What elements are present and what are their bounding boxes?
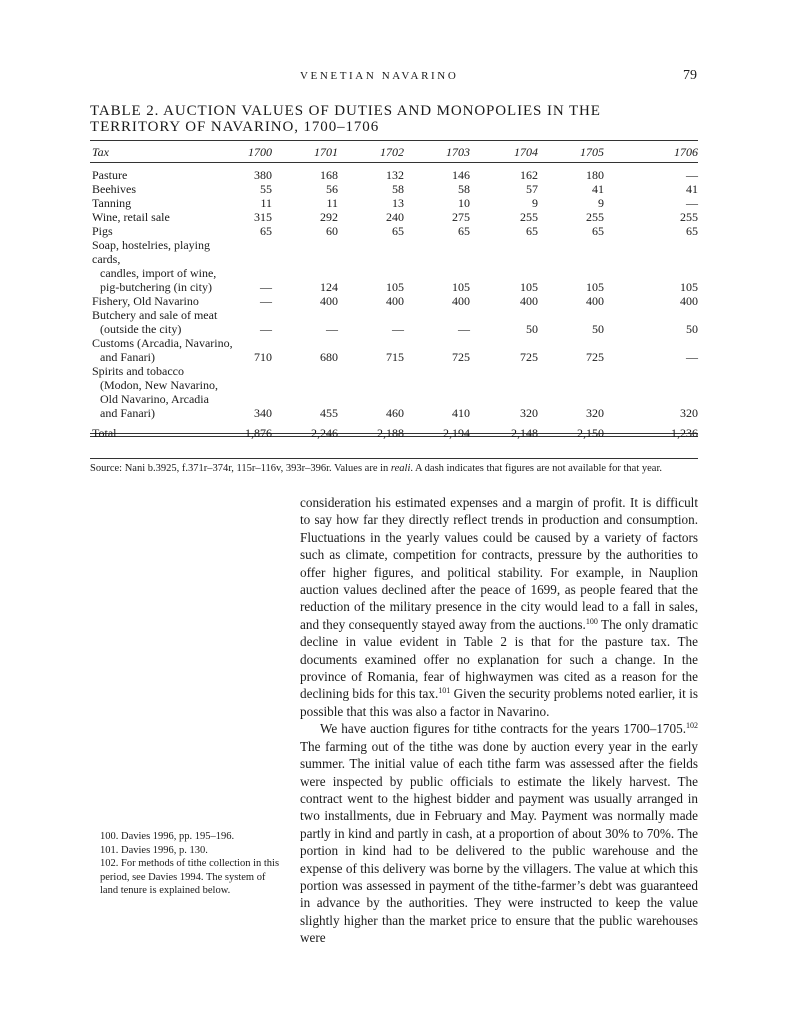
- value-cell: 41: [686, 182, 698, 196]
- total-value: 2,194: [443, 426, 470, 440]
- value-cell: —: [260, 280, 272, 294]
- value-cell: 50: [686, 322, 698, 336]
- value-cell: 320: [680, 406, 698, 420]
- source-note-text: Source: Nani b.3925, f.371r–374r, 115r–116v, 393r–396r. Values are in: [90, 463, 391, 474]
- value-cell: 50: [526, 322, 538, 336]
- footnote-ref[interactable]: 102: [686, 721, 698, 731]
- tax-label-line: and Fanari): [100, 350, 155, 364]
- table-row: [90, 294, 698, 308]
- tax-label-line: Fishery, Old Navarino: [92, 294, 199, 308]
- total-value: 2,148: [511, 426, 538, 440]
- tax-label: [90, 162, 240, 182]
- value-cell: 9: [532, 196, 538, 210]
- tax-label-line: Soap, hostelries, playing cards,: [92, 238, 210, 266]
- value-cell: 255: [520, 210, 538, 224]
- tax-label: [90, 210, 240, 224]
- value-cell: 400: [680, 294, 698, 308]
- tax-label-line: Spirits and tobacco: [92, 364, 184, 378]
- tax-label: [90, 224, 240, 238]
- value-cell: 400: [452, 294, 470, 308]
- auction-values-table: [90, 142, 698, 440]
- table-row: [90, 182, 698, 196]
- tax-label: [90, 308, 240, 336]
- total-value: 2,246: [311, 426, 338, 440]
- header-year-1706: 1706: [674, 145, 698, 159]
- value-cell: 105: [452, 280, 470, 294]
- value-cell: 13: [392, 196, 404, 210]
- value-cell: 180: [586, 168, 604, 182]
- value-cell: 400: [520, 294, 538, 308]
- value-cell: 292: [320, 210, 338, 224]
- footnote-ref[interactable]: 101: [438, 686, 451, 696]
- value-cell: —: [686, 168, 698, 182]
- tax-label: [90, 294, 240, 308]
- tax-label-line: Tanning: [92, 196, 132, 210]
- value-cell: —: [686, 350, 698, 364]
- value-cell: 105: [680, 280, 698, 294]
- value-cell: 715: [386, 350, 404, 364]
- paragraph-text: consideration his estimated expenses and a margin of profit. It is difficult to say how far they directly reflect trends in production and consumption. Fluctuations in the yearly values could be caused by a variety of factors such as climate, competition for contracts, pressure by the authorities to offer higher figures, and political stability. For example, in Nauplion auction values declined after the peace of 1699, as people feared that the reduction of the military presence in the city would lead to a fall in sales, and they consequently stayed away from the auctions.: [300, 495, 698, 632]
- total-value: 1,876: [245, 426, 272, 440]
- value-cell: 9: [598, 196, 604, 210]
- value-cell: 255: [680, 210, 698, 224]
- value-cell: 410: [452, 406, 470, 420]
- value-cell: 400: [386, 294, 404, 308]
- tax-label: [90, 182, 240, 196]
- table-row: [90, 336, 698, 364]
- value-cell: 50: [592, 322, 604, 336]
- source-note-italic: reali: [390, 463, 411, 474]
- total-value: 2,150: [577, 426, 604, 440]
- tax-label-line: (Modon, New Navarino,: [100, 378, 218, 392]
- table-header: [90, 142, 698, 162]
- header-tax: Tax: [92, 145, 109, 159]
- tax-label-line: Wine, retail sale: [92, 210, 170, 224]
- header-year-1704: 1704: [514, 145, 538, 159]
- table-row: [90, 308, 698, 336]
- footnotes: [90, 830, 280, 898]
- value-cell: 320: [586, 406, 604, 420]
- value-cell: 146: [452, 168, 470, 182]
- value-cell: 455: [320, 406, 338, 420]
- tax-label-line: candles, import of wine,: [100, 266, 217, 280]
- total-label: Total: [92, 426, 117, 440]
- value-cell: —: [392, 322, 404, 336]
- total-value: 1,236: [671, 426, 698, 440]
- paragraph-text: The only dramatic decline in value evident in Table 2 is that for the pasture tax. The documents examined offer no explanation for such a change. In the province of Romania, fear of highwaymen was cited as a reason for the declining bids for this tax.: [300, 616, 698, 702]
- value-cell: 65: [392, 224, 404, 238]
- page-number: 79: [683, 68, 697, 83]
- value-cell: 162: [520, 168, 538, 182]
- value-cell: 275: [452, 210, 470, 224]
- table-body: [90, 162, 698, 420]
- value-cell: 340: [254, 406, 272, 420]
- value-cell: —: [326, 322, 338, 336]
- paragraph-text: Given the security problems noted earlier, it is possible that this was also a factor in Navarino.: [300, 686, 698, 719]
- tax-label-line: (outside the city): [100, 322, 182, 336]
- tax-label-line: Old Navarino, Arcadia: [100, 392, 209, 406]
- value-cell: 725: [452, 350, 470, 364]
- table-bottom-rule: [90, 458, 698, 459]
- value-cell: 10: [458, 196, 470, 210]
- footnote: 102. For methods of tithe collection in this period, see Davies 1994. The system of land tenure is explained below.: [100, 858, 280, 897]
- total-row: [90, 420, 698, 440]
- tax-label-line: Beehives: [92, 182, 136, 196]
- value-cell: 65: [686, 224, 698, 238]
- value-cell: —: [260, 294, 272, 308]
- footnote-ref[interactable]: 100: [585, 616, 598, 626]
- value-cell: 105: [386, 280, 404, 294]
- value-cell: 65: [260, 224, 272, 238]
- value-cell: 710: [254, 350, 272, 364]
- table-row: [90, 238, 698, 294]
- value-cell: 58: [458, 182, 470, 196]
- value-cell: 380: [254, 168, 272, 182]
- value-cell: 105: [586, 280, 604, 294]
- value-cell: —: [686, 196, 698, 210]
- value-cell: 57: [526, 182, 538, 196]
- table-row: [90, 162, 698, 182]
- value-cell: 65: [592, 224, 604, 238]
- value-cell: 56: [326, 182, 338, 196]
- table-top-rule: [90, 140, 698, 141]
- value-cell: 55: [260, 182, 272, 196]
- tax-label-line: Pigs: [92, 224, 113, 238]
- table-footer: [90, 420, 698, 440]
- value-cell: 58: [392, 182, 404, 196]
- paragraph-text: The farming out of the tithe was done by auction every year in the early summer. The initial value of each tithe farm was assessed after the fields were inspected by public officials to estimate the likely harvest. The contract went to the highest bidder and payment was usually arranged in two installments, due in February and May. Payment was normally made partly in kind and partly in cash, at a proportion of about 30% to 70%. The portion in kind had to be delivered to the public warehouse and the expense of this delivery was borne by the villagers. The value at which this portion was assessed in payment of the tithe-farmer’s debt was guaranteed in advance by the authorities. They were instructed to keep the value slightly higher than the market price to ensure that the public warehouses were: [300, 738, 698, 946]
- table-row: [90, 364, 698, 420]
- footnote: 101. Davies 1996, p. 130.: [100, 844, 208, 856]
- value-cell: 105: [520, 280, 538, 294]
- paragraph: [300, 720, 698, 946]
- value-cell: 11: [260, 196, 272, 210]
- header-year-1700: 1700: [248, 145, 272, 159]
- value-cell: 124: [320, 280, 338, 294]
- value-cell: 168: [320, 168, 338, 182]
- value-cell: 65: [458, 224, 470, 238]
- value-cell: 725: [586, 350, 604, 364]
- value-cell: 255: [586, 210, 604, 224]
- tax-label-line: pig-butchering (in city): [100, 280, 212, 294]
- tax-label-line: Butchery and sale of meat: [92, 308, 218, 322]
- value-cell: —: [260, 322, 272, 336]
- table-row: [90, 210, 698, 224]
- value-cell: 680: [320, 350, 338, 364]
- tax-label: [90, 336, 240, 364]
- paragraph-text: We have auction figures for tithe contracts for the years 1700–1705.: [320, 721, 686, 737]
- value-cell: 320: [520, 406, 538, 420]
- source-note-text-end: . A dash indicates that figures are not available for that year.: [410, 463, 662, 474]
- tax-label: [90, 196, 240, 210]
- value-cell: 400: [320, 294, 338, 308]
- value-cell: 65: [526, 224, 538, 238]
- value-cell: —: [458, 322, 470, 336]
- value-cell: 460: [386, 406, 404, 420]
- table-row: [90, 224, 698, 238]
- header-year-1701: 1701: [314, 145, 338, 159]
- value-cell: 41: [592, 182, 604, 196]
- footnote: 100. Davies 1996, pp. 195–196.: [100, 831, 235, 842]
- value-cell: 60: [326, 224, 338, 238]
- table-source-note: [90, 462, 710, 475]
- value-cell: 11: [326, 196, 338, 210]
- header-year-1703: 1703: [446, 145, 470, 159]
- header-year-1702: 1702: [380, 145, 404, 159]
- tax-label-line: Customs (Arcadia, Navarino,: [92, 336, 233, 350]
- paragraph: [300, 494, 698, 720]
- total-value: 2,188: [377, 426, 404, 440]
- tax-label: [90, 364, 240, 420]
- tax-label-line: and Fanari): [100, 406, 155, 420]
- tax-label: [90, 238, 240, 294]
- value-cell: 240: [386, 210, 404, 224]
- header-year-1705: 1705: [580, 145, 604, 159]
- table-row: [90, 196, 698, 210]
- value-cell: 132: [386, 168, 404, 182]
- table-title: TABLE 2. AUCTION VALUES OF DUTIES AND MONOPOLIES IN THE TERRITORY OF NAVARINO, 1700–1706: [90, 103, 601, 135]
- value-cell: 400: [586, 294, 604, 308]
- running-head: VENETIAN NAVARINO: [300, 70, 459, 82]
- body-text: [300, 494, 698, 947]
- tax-label-line: Pasture: [92, 168, 128, 182]
- value-cell: 315: [254, 210, 272, 224]
- value-cell: 725: [520, 350, 538, 364]
